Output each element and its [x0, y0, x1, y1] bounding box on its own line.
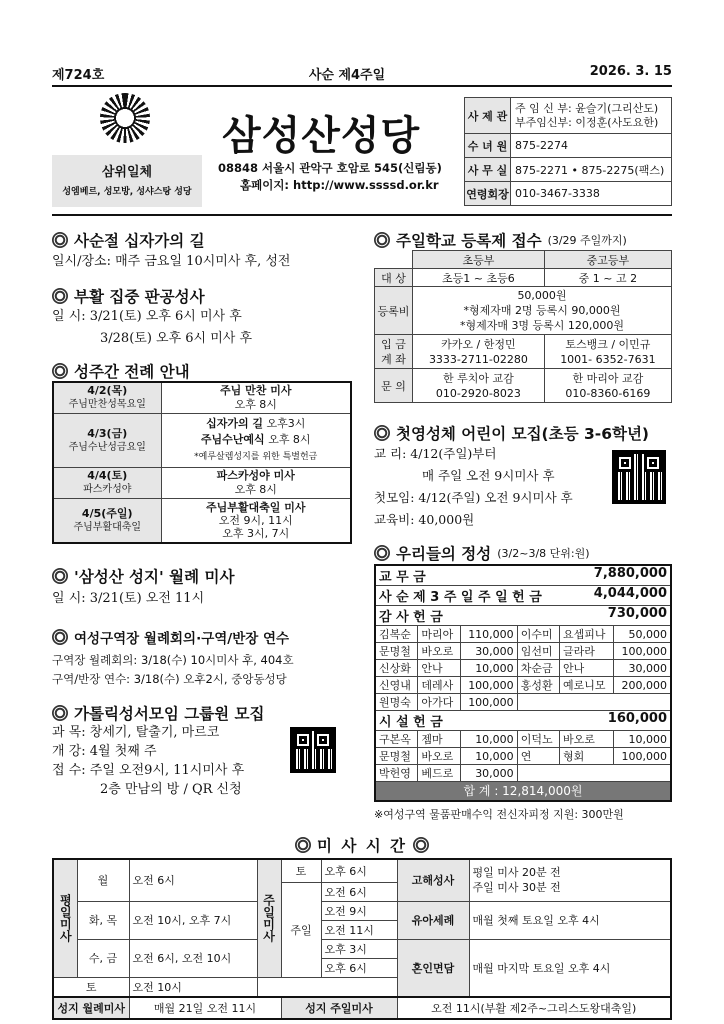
school-label: 등록비: [375, 287, 413, 335]
table-row: 문명철 바오로 30,000 임선미 글라라 100,000: [375, 643, 671, 660]
table-row: 김복순 마리아 110,000 이수미 요셉피나 50,000: [375, 626, 671, 643]
weekday-day: 토: [53, 977, 129, 997]
holyweek-heading: 성주간 전례 안내: [52, 360, 190, 382]
header-rule: [52, 85, 672, 87]
pilgrim-text: 일 시: 3/21(토) 오전 11시: [52, 591, 205, 606]
flower-icon: [413, 837, 429, 853]
marriage-label: 혼인면담: [397, 939, 469, 997]
table-row: 원명숙 아가다 100,000: [375, 694, 671, 711]
bible-text: 과 목: 창세기, 탈출기, 마르코 개 강: 4월 첫째 주 접 수: 주일 오전9시, 11시미사 후 2층 만남의 방 / QR 신청: [52, 725, 245, 797]
flower-icon: [52, 363, 68, 379]
confession-times: 평일 미사 20분 전 주일 미사 30분 전: [469, 859, 671, 901]
flower-icon: [52, 288, 68, 304]
holyweek-table: [52, 381, 352, 544]
flower-icon: [52, 629, 68, 645]
flower-icon: [295, 837, 311, 853]
contact-value: 010-3467-3338: [511, 182, 672, 206]
table-row: 박헌영 베드로 30,000: [375, 765, 671, 782]
flower-icon: [374, 425, 390, 441]
school-ask: 한 루치아 교감 010-2920-8023: [413, 369, 545, 403]
confession-line2: 3/28(토) 오후 6시 미사 후: [100, 331, 253, 346]
contact-label: 사 무 실: [465, 158, 511, 182]
flower-icon: [374, 232, 390, 248]
mass-heading: 미 사 시 간: [0, 834, 724, 856]
holyweek-date: 4/5(주일) 주님부활대축일: [53, 498, 161, 543]
issue-date: 2026. 3. 15: [589, 64, 672, 79]
sun-time: 오전 6시: [321, 882, 397, 901]
flower-icon: [52, 568, 68, 584]
sat-time: 오후 6시: [321, 859, 397, 882]
women-heading: 여성구역장 월례회의·구역/반장 연수: [52, 627, 289, 647]
offering-heading: 우리들의 정성 (3/2~3/8 단위:원): [374, 542, 590, 564]
contact-label: 사 제 관: [465, 98, 511, 134]
issue-number: 제724호: [52, 68, 105, 83]
school-acct: 카카오 / 한정민 3333-2711-02280: [413, 335, 545, 369]
offering-row: 시 설 헌 금 160,000: [375, 711, 671, 731]
pilgrim-heading: '삼성산 성지' 월례 미사: [52, 565, 234, 587]
weekday-day: 월: [77, 859, 129, 901]
mass-table: [52, 858, 672, 1020]
weekday-day: 수, 금: [77, 939, 129, 977]
baptism-time: 매월 첫째 토요일 오후 4시: [469, 901, 671, 939]
holyweek-detail: 파스카성야 미사 오후 8시: [161, 467, 351, 498]
women-line2: 구역/반장 연수: 3/18(수) 오후2시, 중앙동성당: [52, 672, 287, 686]
church-emblem-icon: [100, 93, 150, 143]
stations-text: 일시/장소: 매주 금요일 10시미사 후, 성전: [52, 254, 291, 269]
table-row: 신상화 안나 10,000 차순금 안나 30,000: [375, 660, 671, 677]
shrine-label: 성지 월례미사: [53, 997, 129, 1019]
school-acct: 토스뱅크 / 이민규 1001- 6352-7631: [544, 335, 671, 369]
communion-text: 교 리: 4/12(주일)부터 매 주일 오전 9시미사 후 첫모임: 4/12(주일) 오전 9시미사 후 교육비: 40,000원: [374, 446, 573, 527]
patrons: 성엠베르, 성모방, 성샤스탕 성당: [62, 187, 192, 197]
holyweek-date: 4/3(금) 주님수난성금요일: [53, 413, 161, 467]
contact-value: 875-2274: [511, 134, 672, 158]
header-bottom-rule: [52, 214, 672, 216]
contact-value: 주 임 신 부: 윤슬기(그리산도) 부주임신부: 이정훈(사도요한): [511, 98, 672, 134]
contact-label: 연령회장: [465, 182, 511, 206]
shrine-sun-label: 성지 주일미사: [281, 997, 397, 1019]
sun-time: 오후 3시: [321, 939, 397, 958]
bible-heading: 가톨릭성서모임 그룹원 모집: [52, 702, 264, 724]
confession-label: 고해성사: [397, 859, 469, 901]
communion-heading: 첫영성체 어린이 모집(초등 3-6학년): [374, 422, 649, 444]
school-label: 대 상: [375, 269, 413, 287]
flower-icon: [52, 705, 68, 721]
weekday-label: 평일미사: [53, 859, 77, 977]
offering-table: [374, 564, 672, 802]
school-label: 문 의: [375, 369, 413, 403]
weekday-time: 오전 6시: [129, 859, 257, 901]
offering-row: 교 무 금 7,880,000: [375, 565, 671, 586]
offering-total: 합 계 : 12,814,000원: [375, 782, 671, 801]
flower-icon: [374, 545, 390, 561]
contact-table: [464, 97, 672, 206]
marriage-time: 매월 마지막 토요일 오후 4시: [469, 939, 671, 997]
school-col: 초등부: [413, 251, 545, 269]
confession-heading: 부활 집중 판공성사: [52, 285, 205, 307]
sunday-label: 주일미사: [257, 859, 281, 977]
contact-label: 수 녀 원: [465, 134, 511, 158]
table-row: 문명철 바오로 10,000 연 형회 100,000: [375, 748, 671, 765]
sun-time: 오후 6시: [321, 958, 397, 977]
communion-qr-code[interactable]: [612, 450, 666, 504]
shrine-time: 매월 21일 오전 11시: [129, 997, 281, 1019]
contact-value: 875-2271 • 875-2275(팩스): [511, 158, 672, 182]
confession-line1: 일 시: 3/21(토) 오후 6시 미사 후: [52, 309, 242, 324]
sun-time: 오전 9시: [321, 901, 397, 920]
motto-box: [52, 155, 202, 207]
sun-time: 오전 11시: [321, 920, 397, 939]
school-target: 초등1 ~ 초등6: [413, 269, 545, 287]
motto: 삼위일체: [101, 165, 153, 180]
stations-heading: 사순절 십자가의 길: [52, 229, 205, 251]
holyweek-date: 4/4(토) 파스카성야: [53, 467, 161, 498]
school-label: 입 금 계 좌: [375, 335, 413, 369]
weekday-time: 오전 6시, 오전 10시: [129, 939, 257, 977]
baptism-label: 유아세례: [397, 901, 469, 939]
school-table: [374, 250, 672, 403]
flower-icon: [52, 232, 68, 248]
table-row: 구본옥 젬마 10,000 이덕노 바오로 10,000: [375, 731, 671, 748]
holyweek-detail: 주님 만찬 미사 오후 8시: [161, 382, 351, 413]
holyweek-date: 4/2(목) 주님만찬성목요일: [53, 382, 161, 413]
church-name: 삼성산성당: [222, 113, 421, 159]
weekday-time: 오전 10시, 오후 7시: [129, 901, 257, 939]
offering-row: 사 순 제 3 주 일 주 일 헌 금 4,044,000: [375, 586, 671, 606]
sat-day: 토: [281, 859, 321, 882]
school-target: 중 1 ~ 고 2: [544, 269, 671, 287]
women-line1: 구역장 월례회의: 3/18(수) 10시미사 후, 404호: [52, 653, 294, 667]
offering-row: 감 사 헌 금 730,000: [375, 606, 671, 626]
header-bar: [52, 64, 672, 83]
school-fee: 50,000원 *형제자매 2명 등록시 90,000원 *형제자매 3명 등록시 120,000원: [413, 287, 672, 335]
school-ask: 한 마리아 교감 010-8360-6169: [544, 369, 671, 403]
homepage-link[interactable]: 홈페이지: http://www.ssssd.or.kr: [240, 178, 439, 192]
school-heading: 주일학교 등록제 접수 (3/29 주일까지): [374, 229, 627, 251]
address: 08848 서울시 관악구 호암로 545(신림동): [218, 161, 442, 175]
school-col: 중고등부: [544, 251, 671, 269]
shrine-sun-time: 오전 11시(부활 제2주~그리스도왕대축일): [397, 997, 671, 1019]
offering-footnote: ※여성구역 물품판매수익 전신자피정 지원: 300만원: [374, 808, 624, 821]
weekday-day: 화, 목: [77, 901, 129, 939]
holyweek-detail: 주님부활대축일 미사 오전 9시, 11시 오후 3시, 7시: [161, 498, 351, 543]
week-title: 사순 제4주일: [308, 68, 386, 83]
bible-qr-code[interactable]: [290, 727, 336, 773]
table-row: 신영내 데레사 100,000 홍성환 예로니모 200,000: [375, 677, 671, 694]
sun-day: 주일: [281, 882, 321, 977]
holyweek-detail: 십자가의 길 오후3시 주님수난예식 오후 8시 *예루살렘성지를 위한 특별헌금: [161, 413, 351, 467]
weekday-time: 오전 10시: [129, 977, 257, 997]
